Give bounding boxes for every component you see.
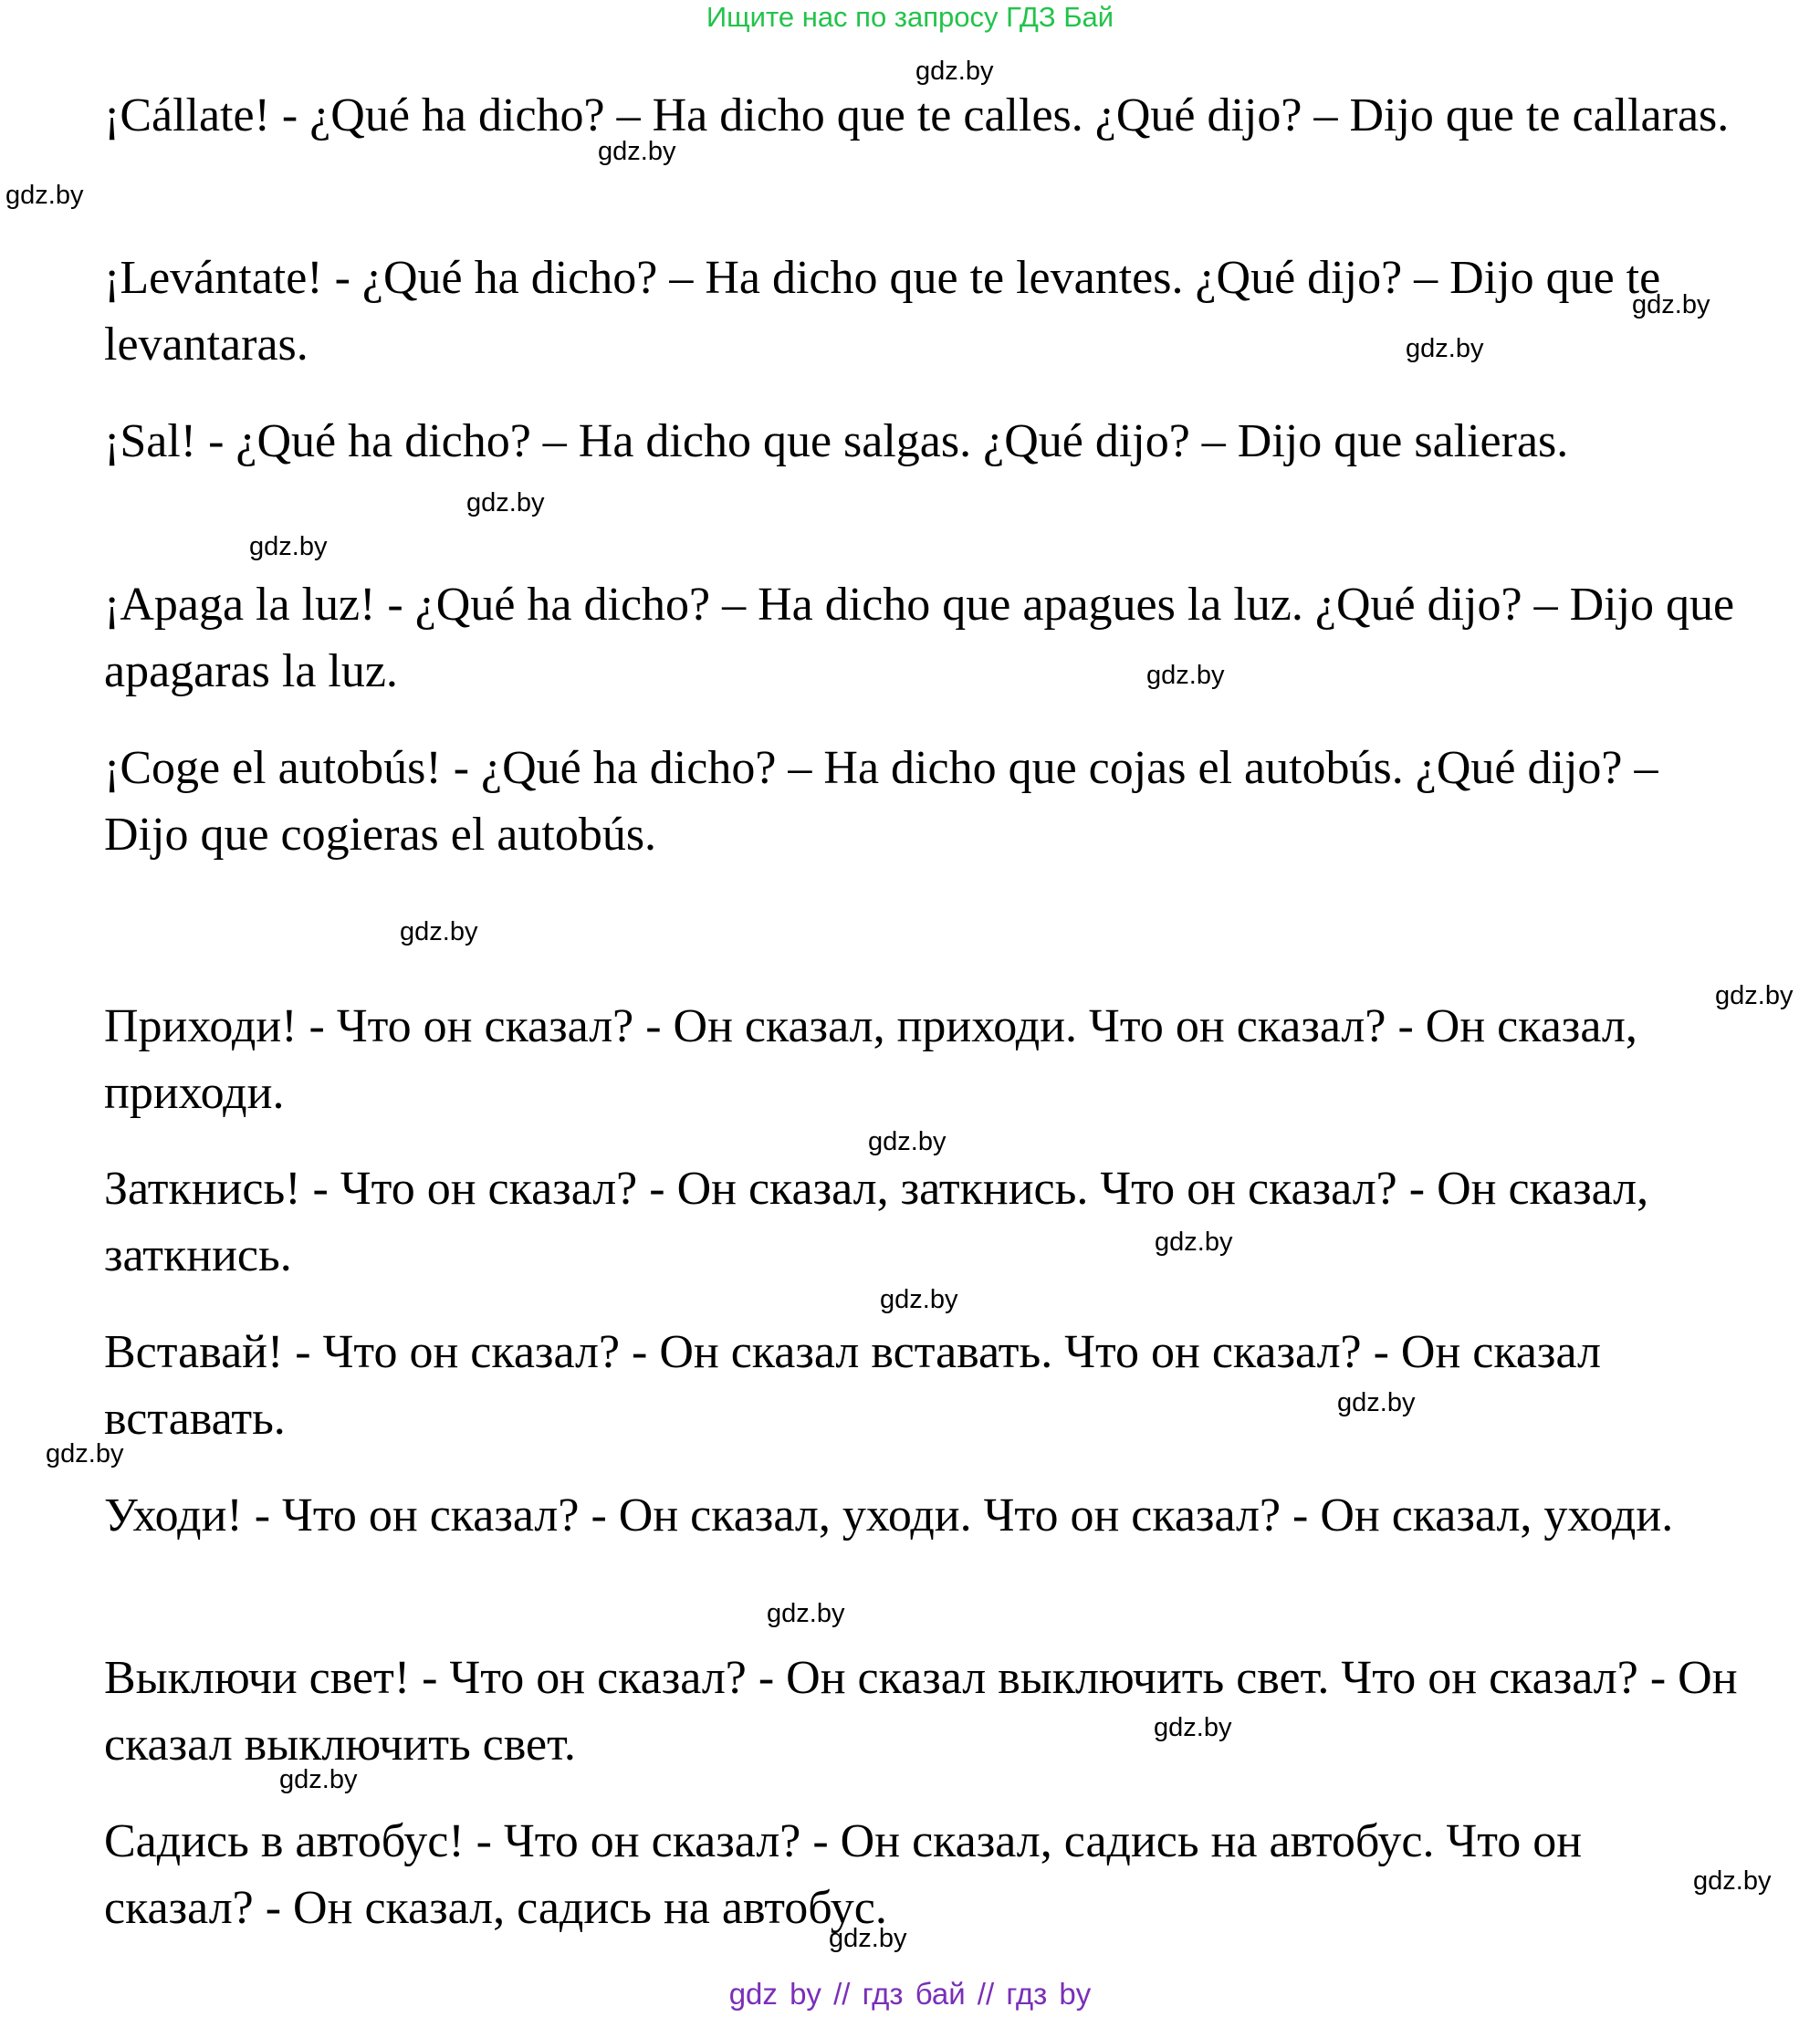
watermark: gdz.by [1146,661,1225,690]
russian-paragraph-5: Выключи свет! - Что он сказал? - Он сказал выключить свет. Что он сказал? - Он сказал выключить свет. [104,1652,1738,1771]
watermark: gdz.by [5,181,84,210]
russian-paragraph-4: Уходи! - Что он сказал? - Он сказал, уходи. Что он сказал? - Он сказал, уходи. [104,1489,1674,1541]
watermark: gdz.by [598,137,676,166]
watermark: gdz.by [829,1924,907,1953]
watermark: gdz.by [466,488,545,517]
watermark: gdz.by [868,1127,947,1156]
spanish-paragraph-2: ¡Levántate! - ¿Qué ha dicho? – Ha dicho que te levantes. ¿Qué dijo? – Dijo que te levantaras. [104,252,1661,371]
watermark: gdz.by [1154,1713,1232,1742]
watermark: gdz.by [249,532,328,561]
watermark: gdz.by [1632,290,1710,319]
russian-paragraph-2: Заткнись! - Что он сказал? - Он сказал, заткнись. Что он сказал? - Он сказал, заткнись. [104,1163,1649,1281]
watermark: gdz.by [767,1599,845,1628]
top-banner: Ищите нас по запросу ГДЗ Бай [706,1,1114,33]
russian-paragraph-1: Приходи! - Что он сказал? - Он сказал, приходи. Что он сказал? - Он сказал, приходи. [104,1000,1637,1119]
spanish-paragraph-3: ¡Sal! - ¿Qué ha dicho? – Ha dicho que salgas. ¿Qué dijo? – Dijo que salieras. [104,415,1569,467]
russian-paragraph-6: Садись в автобус! - Что он сказал? - Он сказал, садись на автобус. Что он сказал? - Он сказал, садись на автобус. [104,1815,1583,1934]
watermark: gdz.by [1406,334,1484,363]
spanish-paragraph-5: ¡Coge el autobús! - ¿Qué ha dicho? – Ha dicho que cojas el autobús. ¿Qué dijo? – Dijo que cogieras el autobús. [104,742,1658,861]
spanish-paragraph-1: ¡Cállate! - ¿Qué ha dicho? – Ha dicho que te calles. ¿Qué dijo? – Dijo que te callaras. [104,89,1730,141]
watermark: gdz.by [1715,981,1794,1010]
watermark: gdz.by [915,57,994,86]
spanish-paragraph-4: ¡Apaga la luz! - ¿Qué ha dicho? – Ha dicho que apagues la luz. ¿Qué dijo? – Dijo que apagaras la luz. [104,579,1735,697]
watermark: gdz.by [1337,1388,1416,1417]
watermark: gdz.by [1155,1228,1233,1257]
russian-paragraph-3: Вставай! - Что он сказал? - Он сказал вставать. Что он сказал? - Он сказал вставать. [104,1326,1601,1445]
watermark: gdz.by [279,1765,358,1794]
watermark: gdz.by [1693,1866,1772,1896]
watermark: gdz.by [880,1285,958,1314]
footer-links: gdz by // гдз бай // гдз by [728,1977,1092,2011]
watermark: gdz.by [400,917,478,946]
watermark: gdz.by [46,1439,124,1468]
